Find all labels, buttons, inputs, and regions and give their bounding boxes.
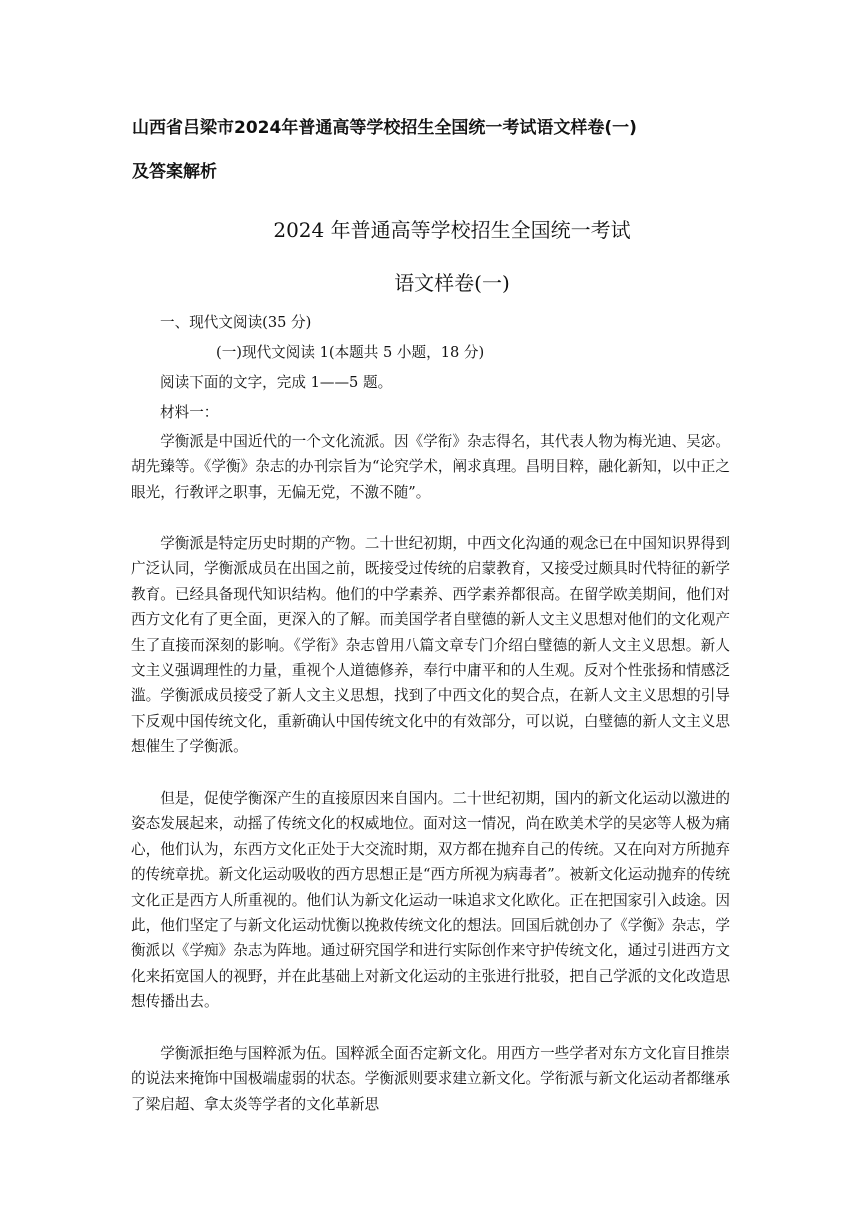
paragraph-4: 学衡派拒绝与国粹派为伍。国粹派全面否定新文化。用西方一些学者对东方文化盲目推崇的说法来掩饰中国极端虚弱的状态。学衡派则要求建立新文化。学衔派与新文化运动者都继承了梁启超、拿太炎等学者的文化革新思 [131,1045,730,1113]
section-heading: 一、现代文阅读(35 分) [160,314,312,331]
paragraph-2: 学衡派是特定历史时期的产物。二十世纪初期，中西文化沟通的观念已在中国知识界得到广泛认同，学衡派成员在出国之前，既接受过传统的启蒙教育，又接受过颇具时代特征的新学教育。已经具备现代知识结构。他们的中学素养、西学素养都很高。在留学欧美期间，他们对西方文化有了更全面，更深入的了解。而美国学者自壁德的新人文主义思想对他们的文化观产生了直接而深刻的影响。《学衔》杂志曾用八篇文章专门介绍白璧德的新人文主义思想。新人文主义强调理性的力量，重视个人道德修养，奉行中庸平和的人生观。反对个性张扬和情感泛滥。学衡派成员接受了新人文主义思想，找到了中西文化的契合点，在新人文主义思想的引导下反观中国传统文化，重新确认中国传统文化中的有效部分，可以说，白璧德的新人文主义思想催生了学衡派。 [131,535,730,756]
section-subheading: (一)现代文阅读 1(本题共 5 小题，18 分) [216,344,485,361]
exam-subtitle: 语文样卷(一) [394,271,510,295]
document-title: 山西省吕梁市2024年普通高等学校招生全国统一考试语文样卷(一) [132,118,637,138]
reading-instruction: 阅读下面的文字，完成 1——5 题。 [160,374,393,391]
paragraph-3: 但是，促使学衡深产生的直接原因来自国内。二十世纪初期，国内的新文化运动以激进的姿态发展起来，动摇了传统文化的权威地位。面对这一情况，尚在欧美术学的吴宓等人极为痛心，他们认为，东西方文化正处于大交流时期，双方都在抛弃自己的传统。又在向对方所抛弃的传统章扰。新文化运动吸收的西方思想正是“西方所视为病毒者”。被新文化运动抛弃的传统文化正是西方人所重视的。他们认为新文化运动一味追求文化欧化。正在把国家引入歧途。因此，他们坚定了与新文化运动忧衡以挽救传统文化的想法。回国后就创办了《学衡》杂志，学衡派以《学痴》杂志为阵地。通过研究国学和进行实际创作来守护传统文化，通过引进西方文化来拓宽国人的视野，并在此基础上对新文化运动的主张进行批驳，把自己学派的文化改造思想传播出去。 [131,790,730,1011]
paragraph-1: 学衡派是中国近代的一个文化流派。因《学衔》杂志得名，其代表人物为梅光迪、吴宓。胡先臻等。《学衡》杂志的办刊宗旨为“论究学术，阐求真理。昌明目粹，融化新知，以中正之眼光，行敎评之职事，无偏无党，不激不随”。 [131,433,730,501]
material-label: 材料一： [160,404,219,421]
exam-title: 2024 年普通高等学校招生全国统一考试 [273,218,631,242]
document-title-continuation: 及答案解析 [132,162,217,182]
